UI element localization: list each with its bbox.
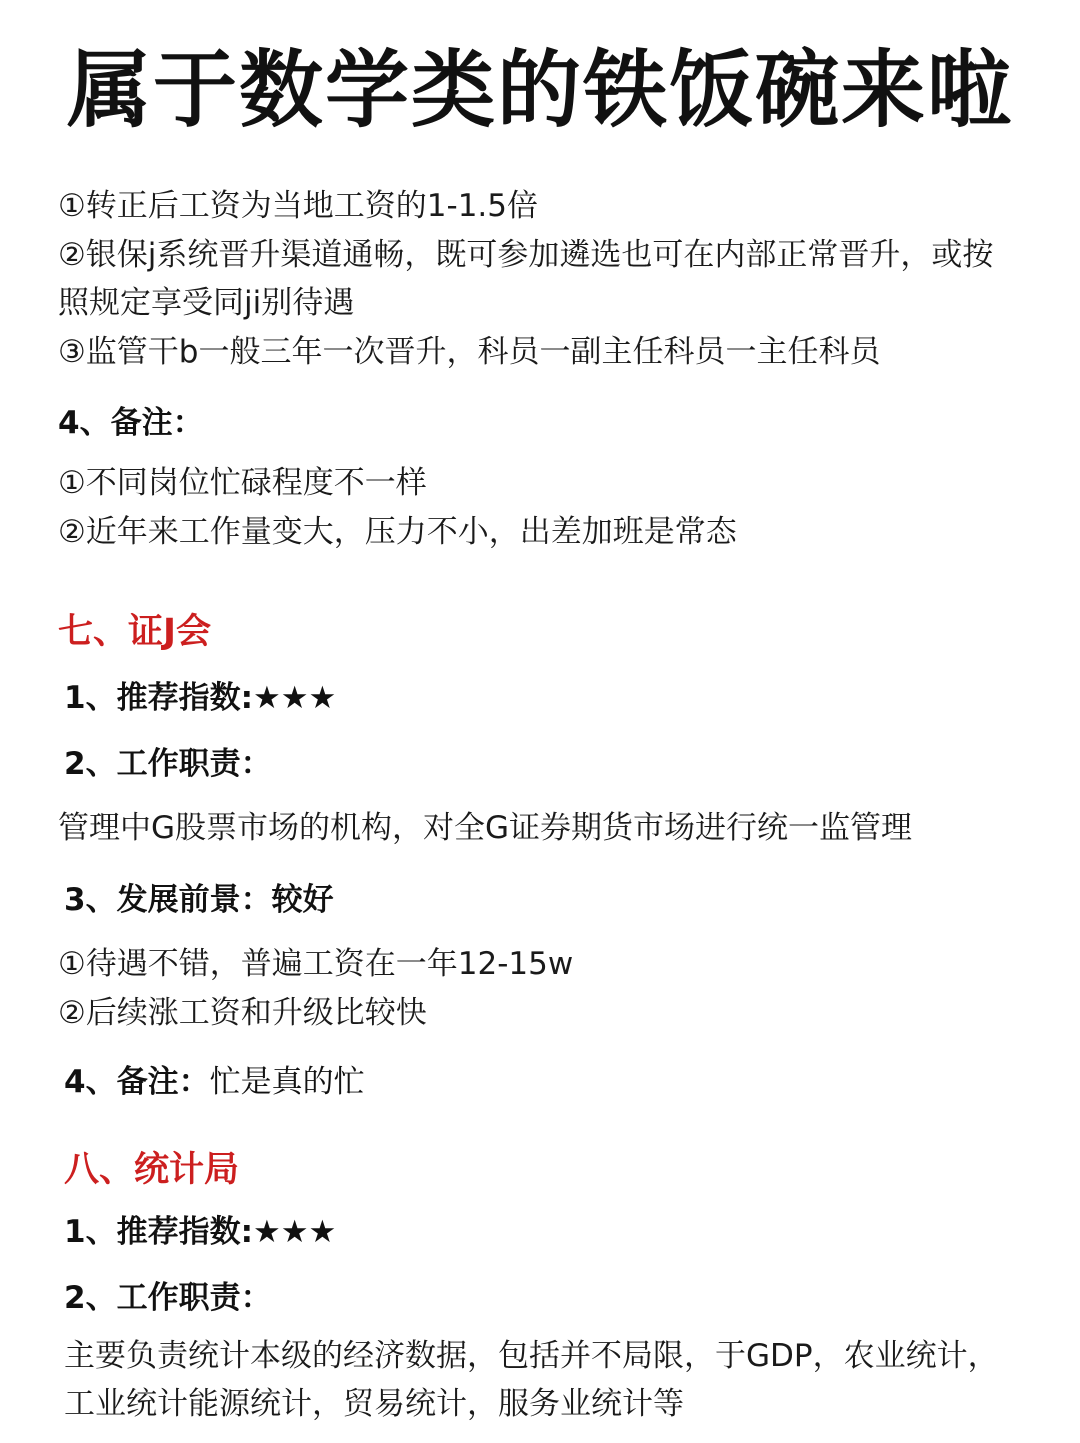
- s7-rating: 1、推荐指数:★★★: [64, 680, 337, 716]
- s7-prospect-value: 较好: [271, 882, 334, 918]
- s8-duty-line-1: 主要负责统计本级的经济数据，包括并不局限，于GDP，农业统计，: [64, 1338, 999, 1374]
- prev-note-heading: 4、备注：: [58, 405, 204, 441]
- section-heading-statistics-bureau: 八、统计局: [64, 1150, 240, 1190]
- s7-note: [64, 1062, 365, 1102]
- s8-rating: 1、推荐指数:★★★: [64, 1214, 337, 1250]
- s7-duty-heading: 2、工作职责：: [64, 746, 272, 782]
- prev-line-4: ③监管干b一般三年一次晋升，科员一副主任科员一主任科员: [58, 334, 881, 370]
- prev-line-1: ①转正后工资为当地工资的1-1.5倍: [58, 188, 538, 224]
- s7-prospect-line-2: ②后续涨工资和升级比较快: [58, 995, 427, 1031]
- prev-note-line-2: ②近年来工作量变大，压力不小，出差加班是常态: [58, 514, 737, 550]
- prev-line-3: 照规定享受同ji别待遇: [58, 285, 355, 321]
- page-title: 属于数学类的铁饭碗来啦: [66, 41, 1013, 139]
- section-heading-securities-commission: 七、证J会: [58, 612, 212, 652]
- s7-note-value: 忙是真的忙: [209, 1064, 365, 1100]
- s7-prospect-line-1: ①待遇不错，普遍工资在一年12-15w: [58, 946, 574, 982]
- prev-note-line-1: ①不同岗位忙碌程度不一样: [58, 465, 427, 501]
- s7-prospect: [64, 880, 334, 920]
- s7-duty-text: 管理中G股票市场的机构，对全G证券期货市场进行统一监管理: [58, 810, 913, 846]
- s7-prospect-label: 3、发展前景：: [64, 882, 272, 918]
- s7-note-label: 4、备注：: [64, 1064, 210, 1100]
- s8-duty-heading: 2、工作职责：: [64, 1280, 272, 1316]
- prev-line-2: ②银保j系统晋升渠道通畅，既可参加遴选也可在内部正常晋升，或按: [58, 237, 994, 273]
- s8-duty-line-2: 工业统计能源统计，贸易统计，服务业统计等: [64, 1386, 684, 1422]
